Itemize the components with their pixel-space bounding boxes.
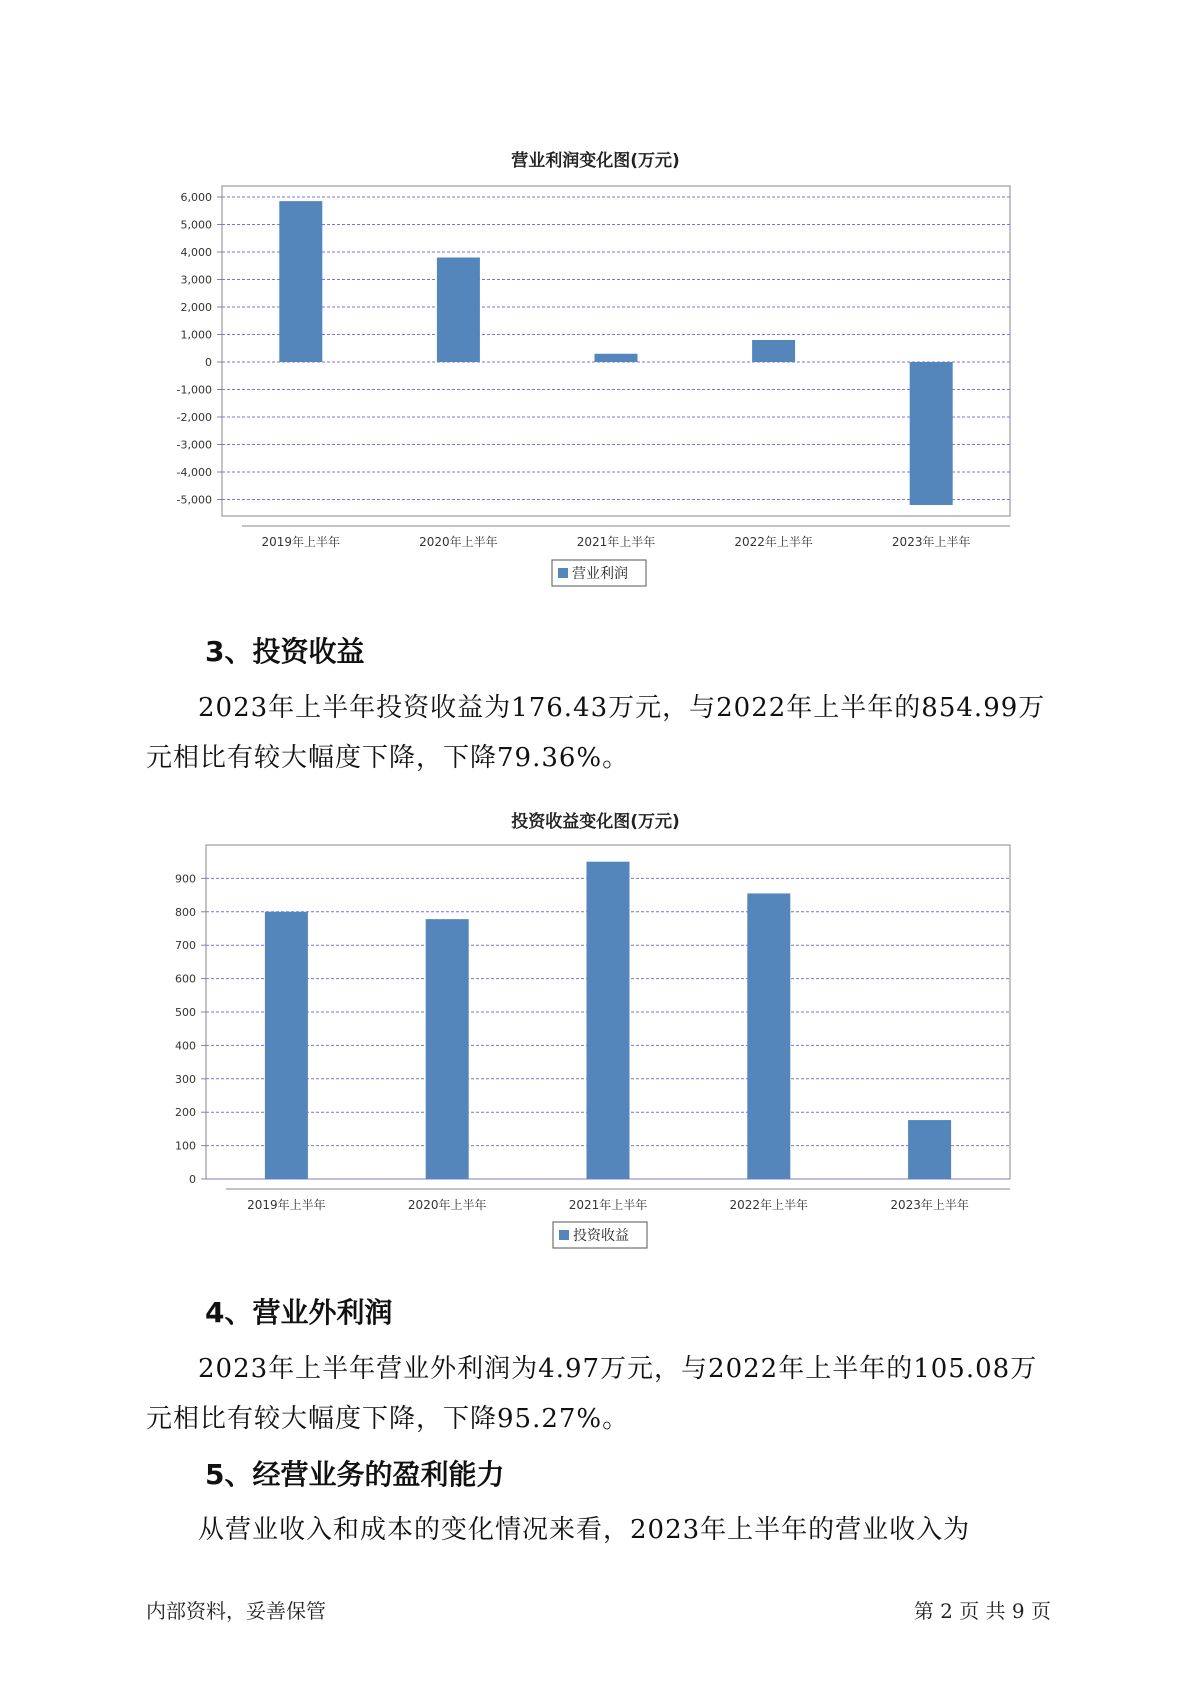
y-tick-label: -1,000 xyxy=(176,383,212,397)
legend-label: 投资收益 xyxy=(573,1228,629,1244)
y-tick-label: 1,000 xyxy=(180,328,212,342)
footer-page-number: 第 2 页 共 9 页 xyxy=(913,1599,1051,1623)
y-tick-label: 3,000 xyxy=(180,273,212,287)
chart-2-title: 投资收益变化图(万元) xyxy=(511,812,680,832)
section-5-heading: 5、经营业务的盈利能力 xyxy=(205,1458,505,1491)
x-tick-label: 2021年上半年 xyxy=(576,535,656,549)
y-tick-label: -2,000 xyxy=(176,411,212,424)
x-tick-label: 2023年上半年 xyxy=(890,1198,969,1212)
y-tick-label: 800 xyxy=(175,905,196,919)
y-tick-label: 600 xyxy=(175,972,196,986)
x-tick-label: 2022年上半年 xyxy=(729,1198,809,1212)
x-tick-label: 2021年上半年 xyxy=(568,1198,648,1212)
legend-swatch xyxy=(559,1230,569,1240)
footer-confidential-note: 内部资料，妥善保管 xyxy=(146,1599,326,1623)
x-tick-label: 2020年上半年 xyxy=(407,1198,487,1212)
section-4-heading: 4、营业外利润 xyxy=(205,1296,393,1329)
y-tick-label: 0 xyxy=(205,356,212,369)
bar xyxy=(426,919,469,1179)
y-tick-label: 300 xyxy=(175,1072,196,1086)
y-tick-label: -4,000 xyxy=(176,466,212,479)
y-tick-label: -3,000 xyxy=(176,438,212,452)
y-tick-label: -5,000 xyxy=(176,493,212,507)
x-tick-label: 2022年上半年 xyxy=(734,535,813,549)
section-3-paragraph: 2023年上半年投资收益为176.43万元，与2022年上半年的854.99万元相比有较大幅度下降，下降79.36%。 xyxy=(146,693,1046,773)
x-tick-label: 2019年上半年 xyxy=(261,535,341,549)
legend-label: 营业利润 xyxy=(572,566,628,582)
bar xyxy=(908,1120,951,1179)
chart-1-title: 营业利润变化图(万元) xyxy=(511,151,680,171)
x-tick-label: 2023年上半年 xyxy=(891,535,971,549)
y-tick-label: 900 xyxy=(175,872,196,886)
x-tick-label: 2020年上半年 xyxy=(419,535,498,549)
bar xyxy=(265,912,308,1179)
bar xyxy=(587,862,630,1179)
y-tick-label: 6,000 xyxy=(180,191,212,204)
x-tick-label: 2019年上半年 xyxy=(247,1198,326,1212)
y-tick-label: 0 xyxy=(189,1173,196,1186)
bar xyxy=(747,893,790,1179)
y-tick-label: 5,000 xyxy=(180,218,212,232)
section-4-paragraph: 2023年上半年营业外利润为4.97万元，与2022年上半年的105.08万元相比有较大幅度下降，下降95.27%。 xyxy=(146,1354,1038,1434)
y-tick-label: 700 xyxy=(175,939,196,953)
section-5-paragraph: 从营业收入和成本的变化情况来看，2023年上半年的营业收入为 xyxy=(198,1515,971,1545)
y-tick-label: 4,000 xyxy=(180,246,212,259)
y-tick-label: 200 xyxy=(175,1106,196,1120)
y-tick-label: 100 xyxy=(175,1139,196,1153)
y-tick-label: 2,000 xyxy=(180,301,212,314)
y-tick-label: 400 xyxy=(175,1039,196,1053)
section-3-heading: 3、投资收益 xyxy=(205,635,365,668)
y-tick-label: 500 xyxy=(175,1006,196,1019)
